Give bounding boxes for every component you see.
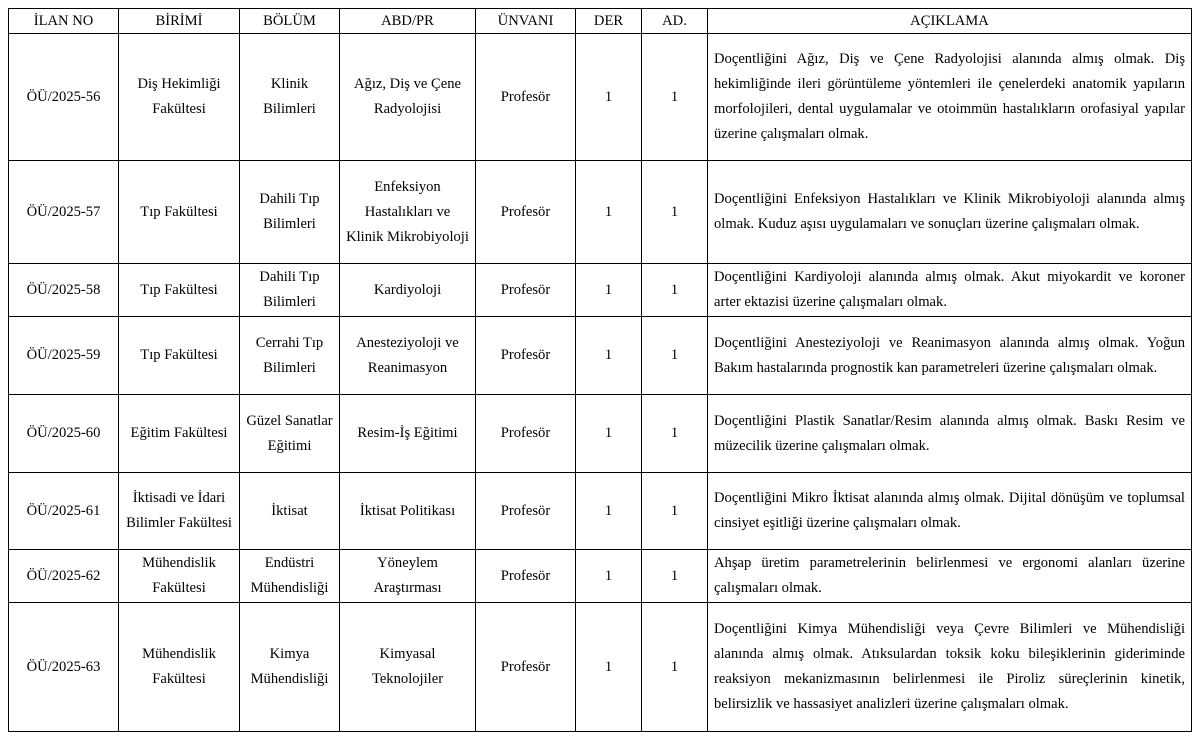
cell-aciklama: Doçentliğini Mikro İktisat alanında almış olmak. Dijital dönüşüm ve toplumsal cinsiyet eşitliği üzerine çalışmaları olmak. [708,473,1192,550]
cell-der: 1 [576,34,642,161]
cell-der: 1 [576,550,642,603]
cell-bolum: Klinik Bilimleri [240,34,340,161]
cell-abd: Yöneylem Araştırması [340,550,476,603]
cell-birim: Eğitim Fakültesi [119,395,240,473]
cell-abd: Ağız, Diş ve Çene Radyolojisi [340,34,476,161]
header-ad: AD. [642,9,708,34]
cell-der: 1 [576,161,642,264]
cell-aciklama: Doçentliğini Plastik Sanatlar/Resim alanında almış olmak. Baskı Resim ve müzecilik üzerine çalışmaları olmak. [708,395,1192,473]
cell-ilan-no: ÖÜ/2025-60 [9,395,119,473]
cell-ilan-no: ÖÜ/2025-63 [9,603,119,732]
cell-aciklama: Doçentliğini Anesteziyoloji ve Reanimasyon alanında almış olmak. Yoğun Bakım hastalarında prognostik kan parametreleri üzerine çalışmaları olmak. [708,317,1192,395]
cell-aciklama: Doçentliğini Enfeksiyon Hastalıkları ve Klinik Mikrobiyoloji alanında almış olmak. Kuduz aşısı uygulamaları ve sonuçları üzerine çalışmaları olmak. [708,161,1192,264]
cell-aciklama: Doçentliğini Kardiyoloji alanında almış olmak. Akut miyokardit ve koroner arter ektazisi üzerine çalışmaları olmak. [708,264,1192,317]
cell-bolum: Endüstri Mühendisliği [240,550,340,603]
cell-birim: Mühendislik Fakültesi [119,603,240,732]
cell-bolum: Dahili Tıp Bilimleri [240,264,340,317]
cell-ad: 1 [642,550,708,603]
cell-ad: 1 [642,395,708,473]
header-unvani: ÜNVANI [476,9,576,34]
cell-unvan: Profesör [476,395,576,473]
cell-der: 1 [576,603,642,732]
cell-bolum: Dahili Tıp Bilimleri [240,161,340,264]
announcement-table [8,8,1192,732]
table-row [9,34,1192,161]
cell-bolum: Güzel Sanatlar Eğitimi [240,395,340,473]
cell-ilan-no: ÖÜ/2025-59 [9,317,119,395]
cell-ad: 1 [642,473,708,550]
cell-unvan: Profesör [476,161,576,264]
cell-unvan: Profesör [476,264,576,317]
cell-bolum: Cerrahi Tıp Bilimleri [240,317,340,395]
cell-aciklama: Ahşap üretim parametrelerinin belirlenmesi ve ergonomi alanları üzerine çalışmaları olmak. [708,550,1192,603]
cell-abd: Kimyasal Teknolojiler [340,603,476,732]
cell-ilan-no: ÖÜ/2025-58 [9,264,119,317]
cell-unvan: Profesör [476,317,576,395]
header-der: DER [576,9,642,34]
cell-der: 1 [576,473,642,550]
cell-unvan: Profesör [476,603,576,732]
table-row [9,473,1192,550]
header-abd-pr: ABD/PR [340,9,476,34]
cell-der: 1 [576,264,642,317]
cell-birim: Mühendislik Fakültesi [119,550,240,603]
table-row [9,603,1192,732]
cell-ad: 1 [642,317,708,395]
cell-birim: İktisadi ve İdari Bilimler Fakültesi [119,473,240,550]
table-row [9,317,1192,395]
cell-birim: Tıp Fakültesi [119,317,240,395]
cell-ad: 1 [642,603,708,732]
cell-abd: Enfeksiyon Hastalıkları ve Klinik Mikrobiyoloji [340,161,476,264]
cell-ilan-no: ÖÜ/2025-62 [9,550,119,603]
table-row [9,395,1192,473]
cell-ilan-no: ÖÜ/2025-56 [9,34,119,161]
cell-aciklama: Doçentliğini Kimya Mühendisliği veya Çevre Bilimleri ve Mühendisliği alanında almış olmak. Atıksulardan toksik koku bileşiklerinin gideriminde reaksiyon mekanizmasının belirlenmesi ile Piroliz süreçlerinin kinetik, belirsizlik ve hassasiyet analizleri üzerine çalışmaları olmak. [708,603,1192,732]
header-aciklama: AÇIKLAMA [708,9,1192,34]
header-birimi: BİRİMİ [119,9,240,34]
table-row [9,264,1192,317]
cell-der: 1 [576,395,642,473]
header-ilan-no: İLAN NO [9,9,119,34]
cell-abd: Resim-İş Eğitimi [340,395,476,473]
header-bolum: BÖLÜM [240,9,340,34]
cell-ilan-no: ÖÜ/2025-57 [9,161,119,264]
cell-abd: Anesteziyoloji ve Reanimasyon [340,317,476,395]
cell-der: 1 [576,317,642,395]
cell-abd: İktisat Politikası [340,473,476,550]
cell-bolum: İktisat [240,473,340,550]
cell-birim: Tıp Fakültesi [119,161,240,264]
cell-unvan: Profesör [476,473,576,550]
cell-aciklama: Doçentliğini Ağız, Diş ve Çene Radyolojisi alanında almış olmak. Diş hekimliğinde ileri görüntüleme yöntemleri ile çenelerdeki anatomik yapıların morfolojileri, dental uygulamalar ve otoimmün hastalıkların orofasiyal yapılar üzerine çalışmaları olmak. [708,34,1192,161]
cell-birim: Diş Hekimliği Fakültesi [119,34,240,161]
cell-abd: Kardiyoloji [340,264,476,317]
cell-ad: 1 [642,264,708,317]
cell-ad: 1 [642,34,708,161]
table-header-row [9,9,1192,34]
cell-birim: Tıp Fakültesi [119,264,240,317]
cell-ad: 1 [642,161,708,264]
table-row [9,550,1192,603]
cell-unvan: Profesör [476,550,576,603]
cell-bolum: Kimya Mühendisliği [240,603,340,732]
table-row [9,161,1192,264]
cell-unvan: Profesör [476,34,576,161]
cell-ilan-no: ÖÜ/2025-61 [9,473,119,550]
